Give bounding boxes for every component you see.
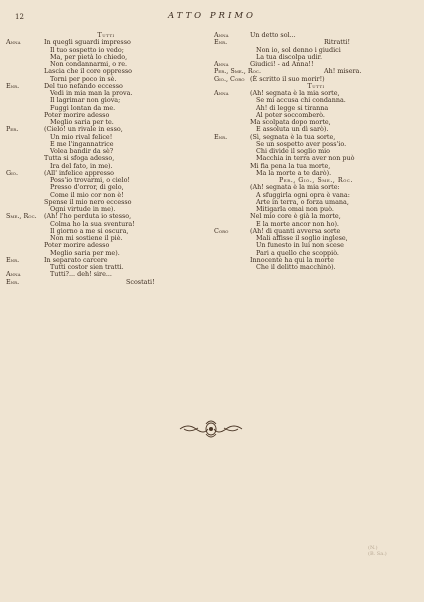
verse-text: Non condannarmi, o re.: [50, 60, 128, 68]
verse-text: Ah! misera.: [324, 67, 362, 76]
verse-text: Meglio saria per te.: [50, 118, 114, 126]
verse-text: Giudici! - ad Anna!!: [250, 60, 314, 68]
verse-text: (All' infelice appresso: [44, 168, 115, 177]
verse-text: Fuggi lontan da me.: [50, 103, 116, 112]
verse-text: Tutti costor sien tratti.: [50, 263, 124, 271]
verse-text: Ma, per pietà lo chiedo,: [50, 52, 128, 61]
page-number: 12: [15, 13, 24, 21]
verse-text: Un mio rival felice!: [50, 132, 113, 141]
left-column: [6, 32, 206, 286]
section-heading: Tutti: [307, 81, 325, 90]
verse-text: Arte in terra, o forza umana,: [256, 197, 349, 206]
speaker-label: Enr.: [6, 277, 20, 286]
ornament-icon: [178, 418, 244, 440]
speaker-label: Anna: [214, 89, 229, 97]
verse-text: Colma ho la sua sventura!: [50, 219, 135, 228]
verse-text: Nel mio core è già la morte,: [250, 212, 341, 221]
verse-text: Poter morire adesso: [44, 241, 110, 250]
verse-line: [214, 32, 418, 39]
running-head: ATTO PRIMO: [168, 11, 256, 21]
verse-text: Innocente ha qui la morte: [250, 255, 334, 264]
verse-line: [214, 54, 418, 61]
verse-text: Ira del fato, in me).: [50, 161, 113, 170]
verse-text: Chi divide il soglio mio: [256, 147, 331, 155]
verse-text: Scostati!: [126, 277, 155, 286]
speaker-label: Enr.: [6, 81, 20, 90]
verse-text: Il lagrimar non giova;: [50, 96, 121, 105]
verse-text: A sfuggirla ogni opra è vana:: [256, 190, 350, 199]
verse-text: Non mi sostiene il piè.: [50, 234, 123, 242]
verse-text: Poter morire adesso: [44, 110, 110, 119]
speaker-label: Sme., Roc.: [6, 212, 37, 221]
verse-text: Il giorno a me si oscura,: [50, 226, 129, 235]
verse-text: Macchia in terra aver non può: [256, 154, 355, 163]
verse-text: (Ah! segnata è la mia sorte,: [250, 89, 340, 97]
verse-text: Del tuo nefando eccesso: [44, 81, 123, 90]
speaker-label: Gio., Coro: [214, 74, 245, 83]
verse-text: Un detto sol...: [250, 31, 296, 39]
verse-text: Non io, sol denno i giudici: [256, 45, 341, 54]
verse-text: Come il mio cor non è!: [50, 190, 124, 199]
verse-text: Un funesto in lui non scese: [256, 241, 344, 250]
speaker-label: Per., Sme., Roc.: [214, 67, 261, 76]
speaker-label: Anna: [214, 31, 229, 39]
verse-text: In separato carcere: [44, 255, 108, 264]
verse-text: E assoluta un dì sarò).: [256, 125, 329, 134]
verse-line: [6, 271, 206, 278]
speaker-label: Anna: [6, 270, 21, 279]
verse-text: Presso d'orror, di gelo,: [50, 183, 124, 192]
verse-text: (Ah! segnata è la mia sorte:: [250, 183, 340, 192]
verse-text: Torni per poco in sè.: [50, 74, 117, 83]
right-column: [214, 32, 418, 271]
speaker-label: Anna: [214, 60, 229, 68]
verse-text: Ma scolpata dopo morte,: [250, 118, 331, 126]
verse-text: Ogni virtude in me).: [50, 205, 116, 213]
verse-text: Mali affisse il soglio inglese,: [256, 234, 348, 242]
speaker-label: Anna: [6, 38, 21, 47]
verse-text: Lascia che il core oppresso: [44, 67, 132, 76]
verse-text: In quegli sguardi impresso: [44, 38, 131, 47]
verse-text: Mitigarla omai non può.: [256, 205, 334, 213]
verse-text: E la morte ancor non ho).: [256, 219, 339, 228]
verse-text: Meglio saria per me).: [50, 248, 120, 257]
speaker-label: Gio.: [6, 168, 18, 177]
verse-text: (Ah! di quanti avversa sorte: [250, 226, 341, 235]
verse-text: (Sì, segnata è la tua sorte,: [250, 132, 336, 141]
speaker-label: Enr.: [214, 132, 228, 141]
verse-text: Spense il mio nero eccesso: [44, 197, 132, 206]
verse-text: Il tuo sospetto io vedo;: [50, 45, 124, 54]
verse-text: Pari a quello che scoppiò.: [256, 248, 339, 257]
verse-text: (Ah! l'ho perduta io stesso,: [44, 212, 132, 221]
verse-text: Volea bandir da sè?: [50, 147, 114, 155]
verse-text: Al poter soccomberò.: [256, 110, 325, 119]
verse-text: La tua discolpa udir.: [256, 52, 323, 61]
verse-text: Ah! di legge si tiranna: [256, 103, 329, 112]
speaker-label: Coro: [214, 226, 229, 235]
speaker-label: Enr.: [6, 255, 20, 264]
verse-text: (Cielo! un rivale in esso,: [44, 125, 123, 134]
verse-text: Ma la morte a te darò).: [256, 168, 332, 177]
speaker-label: Per.: [6, 125, 19, 134]
section-heading: Per., Gio., Sme., Roc.: [278, 176, 354, 184]
verse-text: Mi fia pena la tua morte,: [250, 161, 331, 170]
verse-text: Ritratti!: [324, 38, 351, 47]
verse-text: Tutta si sfoga adesso,: [44, 154, 115, 163]
verse-text: Se mi accusa chi condanna.: [256, 96, 346, 105]
verse-text: Poss'io trovarmi, o cielo!: [50, 176, 130, 184]
verse-text: Che il delitto macchinò).: [256, 263, 336, 271]
verse-text: E me l'ingannatrice: [50, 139, 114, 148]
verse-text: Vedi in mia man la prova.: [50, 89, 133, 97]
verse-text: Tutti?... deh! sire...: [50, 270, 112, 279]
section-heading: Tutti: [97, 31, 115, 39]
verse-line: [214, 264, 418, 271]
library-stamp: (N.) (B. Sa.): [368, 545, 387, 557]
verse-text: Se un sospetto aver poss'io.: [256, 139, 347, 148]
verse-text: (È scritto il suo morir!): [250, 74, 325, 83]
verse-line: [6, 279, 206, 286]
speaker-label: Enr.: [214, 38, 228, 47]
